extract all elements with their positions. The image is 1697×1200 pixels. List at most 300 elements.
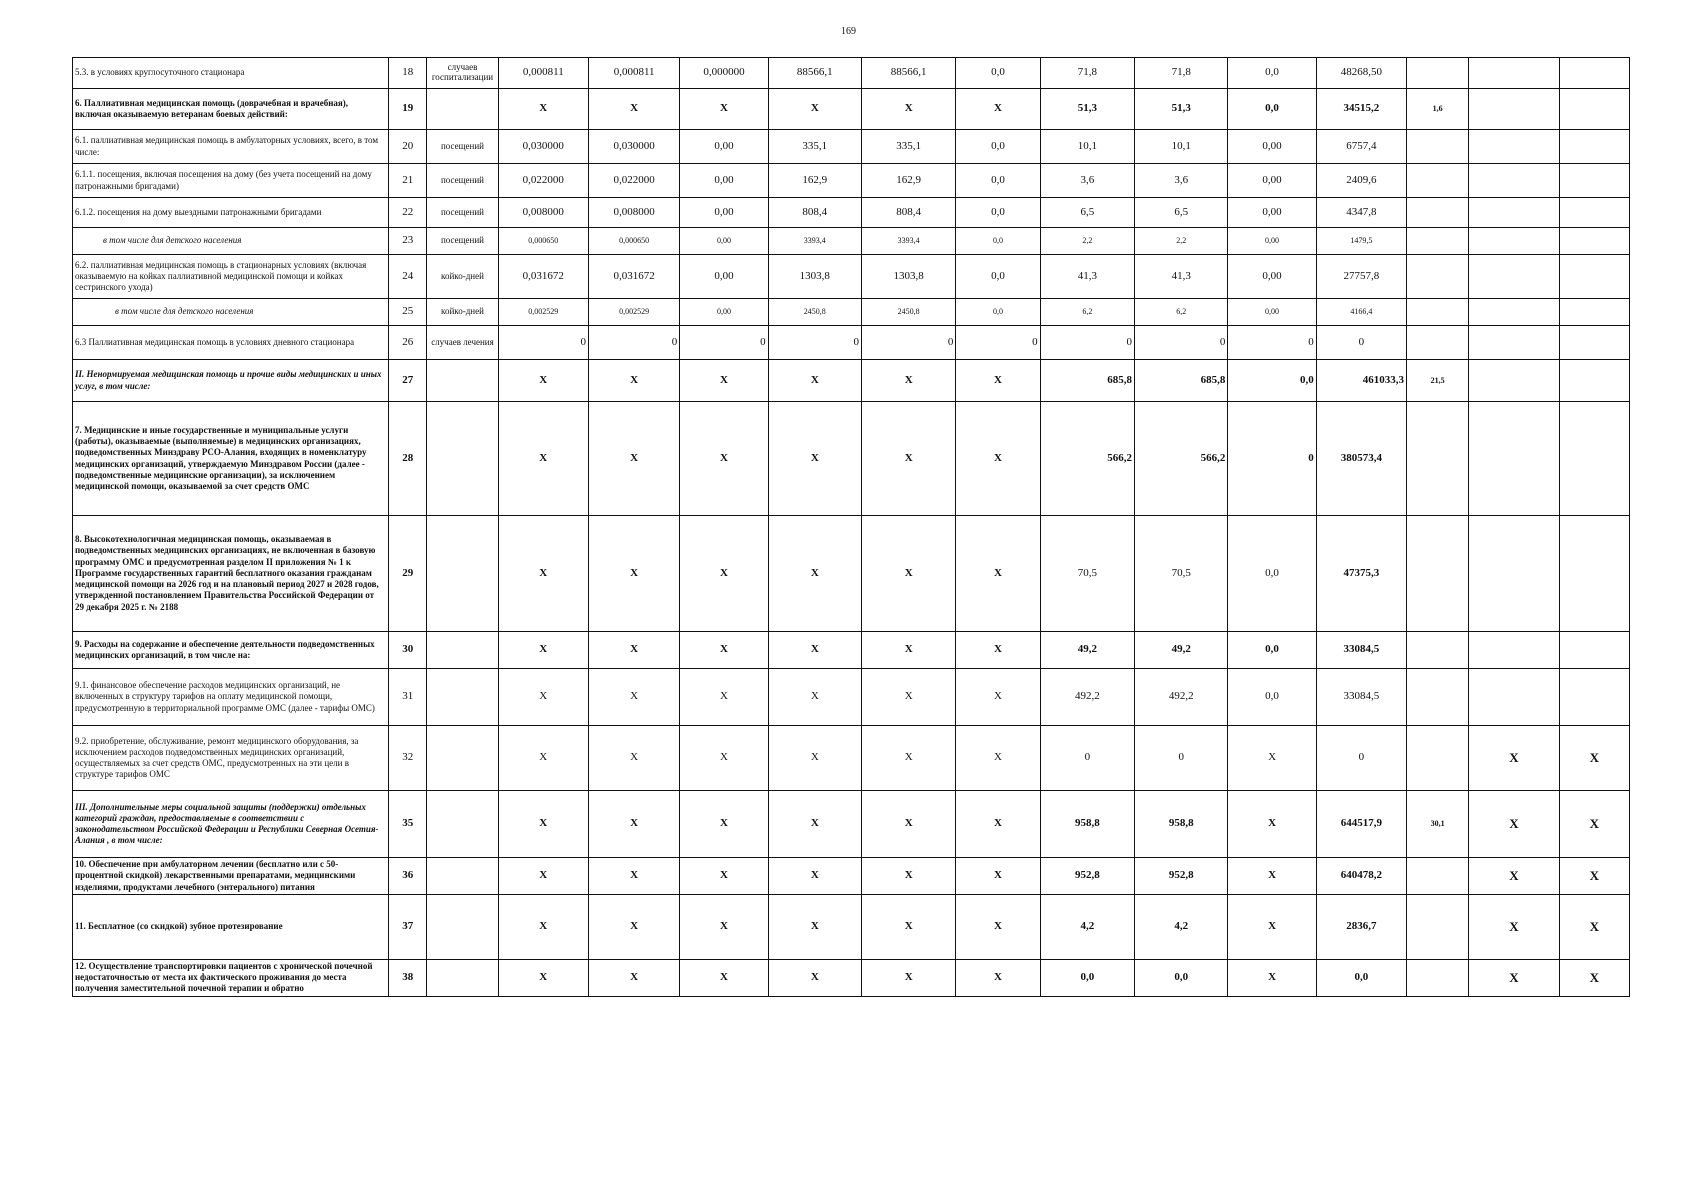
row-code: 24 — [389, 255, 427, 299]
table-cell — [1407, 959, 1469, 996]
row-unit — [427, 726, 498, 791]
table-cell: 0,0 — [956, 58, 1040, 89]
row-code: 30 — [389, 632, 427, 669]
table-cell: 958,8 — [1135, 791, 1228, 858]
row-unit — [427, 894, 498, 959]
table-cell — [1559, 255, 1629, 299]
table-cell: 952,8 — [1040, 858, 1134, 895]
table-cell — [1559, 360, 1629, 402]
table-row — [73, 164, 1630, 198]
row-unit: посещений — [427, 164, 498, 198]
row-code: 36 — [389, 858, 427, 895]
table-cell — [1407, 164, 1469, 198]
table-cell: 566,2 — [1040, 402, 1134, 516]
table-row — [73, 959, 1630, 996]
row-unit: посещений — [427, 130, 498, 164]
table-cell: X — [588, 959, 679, 996]
row-name: 9.1. финансовое обеспечение расходов медицинских организаций, не включенных в структуру тарифов на оплату медицинской помощи, предусмотренную в территориальной программе ОМС (далее - тарифы ОМС) — [73, 669, 389, 726]
table-cell: 6757,4 — [1316, 130, 1406, 164]
table-cell: 0,00 — [680, 228, 768, 255]
row-name: 9. Расходы на содержание и обеспечение деятельности подведомственных медицинских организаций, в том числе на: — [73, 632, 389, 669]
table-cell: 0 — [956, 326, 1040, 360]
table-row — [73, 58, 1630, 89]
table-cell: 51,3 — [1135, 89, 1228, 130]
table-cell: 41,3 — [1040, 255, 1134, 299]
table-cell: 3,6 — [1040, 164, 1134, 198]
table-cell — [1469, 255, 1559, 299]
table-cell: 0,0 — [956, 164, 1040, 198]
table-cell: X — [680, 89, 768, 130]
table-cell: X — [588, 669, 679, 726]
table-cell: 0,00 — [1228, 255, 1316, 299]
table-row — [73, 726, 1630, 791]
table-row — [73, 858, 1630, 895]
table-cell — [1559, 299, 1629, 326]
table-row — [73, 791, 1630, 858]
row-name: 6.1.2. посещения на дому выездными патронажными бригадами — [73, 198, 389, 228]
table-cell: X — [861, 669, 955, 726]
table-cell: 2,2 — [1135, 228, 1228, 255]
table-cell: 33084,5 — [1316, 669, 1406, 726]
table-cell — [1559, 228, 1629, 255]
table-cell — [1559, 516, 1629, 632]
table-cell — [1469, 360, 1559, 402]
table-cell: X — [956, 791, 1040, 858]
row-code: 38 — [389, 959, 427, 996]
table-cell: X — [861, 959, 955, 996]
table-cell: X — [680, 726, 768, 791]
table-cell — [1469, 198, 1559, 228]
table-cell: 4,2 — [1135, 894, 1228, 959]
table-cell: 10,1 — [1135, 130, 1228, 164]
table-cell: 0,0 — [1040, 959, 1134, 996]
row-unit — [427, 632, 498, 669]
table-cell: X — [861, 894, 955, 959]
table-cell: 0,0 — [956, 130, 1040, 164]
table-cell — [1559, 669, 1629, 726]
row-unit: посещений — [427, 228, 498, 255]
table-cell: 0,00 — [1228, 198, 1316, 228]
table-cell: 0,0 — [1228, 669, 1316, 726]
table-cell: X — [768, 516, 861, 632]
table-cell: 2836,7 — [1316, 894, 1406, 959]
table-cell: X — [861, 791, 955, 858]
table-row — [73, 360, 1630, 402]
table-row — [73, 516, 1630, 632]
table-cell — [1407, 58, 1469, 89]
table-cell: X — [768, 726, 861, 791]
table-cell: X — [1469, 726, 1559, 791]
page-number: 169 — [841, 26, 856, 37]
table-cell: 1,6 — [1407, 89, 1469, 130]
table-cell: X — [768, 89, 861, 130]
table-cell: 0,0 — [956, 299, 1040, 326]
table-cell: 0,0 — [956, 198, 1040, 228]
table-cell: X — [956, 858, 1040, 895]
table-cell — [1469, 89, 1559, 130]
table-cell: X — [768, 894, 861, 959]
table-cell: 0,0 — [1228, 89, 1316, 130]
row-name: 10. Обеспечение при амбулаторном лечении (бесплатно или с 50-процентной скидкой) лекарственными препаратами, медицинскими изделиями, продуктами лечебного (энтерального) питания — [73, 858, 389, 895]
table-cell: 6,2 — [1040, 299, 1134, 326]
row-name: 8. Высокотехнологичная медицинская помощь, оказываемая в подведомственных медицинских организациях, не включенная в базовую программу ОМС и предусмотренная разделом II приложения № 1 к Программе государственных гарантий бесплатного оказания гражданам медицинской помощи на 2026 год и на плановый период 2027 и 2028 годов, утвержденной постановлением Правительства Российской Федерации от 29 декабря 2025 г. № 2188 — [73, 516, 389, 632]
table-cell: X — [680, 791, 768, 858]
table-cell — [1407, 130, 1469, 164]
table-cell: 335,1 — [768, 130, 861, 164]
row-name: 12. Осуществление транспортировки пациентов с хронической почечной недостаточностью от места их фактического проживания до места получения заместительной почечной терапии и обратно — [73, 959, 389, 996]
table-cell: X — [768, 959, 861, 996]
table-cell: 0 — [1040, 326, 1134, 360]
table-cell: X — [588, 858, 679, 895]
table-cell: 0,00 — [1228, 130, 1316, 164]
table-cell: 3,6 — [1135, 164, 1228, 198]
table-cell: 492,2 — [1135, 669, 1228, 726]
table-cell: 0,0 — [1135, 959, 1228, 996]
table-cell: X — [956, 360, 1040, 402]
table-cell: X — [768, 791, 861, 858]
table-cell: 0 — [498, 326, 588, 360]
table-cell: X — [768, 669, 861, 726]
row-unit — [427, 791, 498, 858]
table-cell — [1407, 326, 1469, 360]
table-cell — [1559, 632, 1629, 669]
table-cell — [1469, 669, 1559, 726]
table-cell: 0,0 — [956, 255, 1040, 299]
table-cell: 685,8 — [1135, 360, 1228, 402]
table-cell: 0 — [1135, 326, 1228, 360]
table-cell: X — [498, 360, 588, 402]
table-cell: 0,000811 — [498, 58, 588, 89]
table-cell: 0,0 — [956, 228, 1040, 255]
table-cell: X — [498, 89, 588, 130]
table-cell: 0,008000 — [498, 198, 588, 228]
table-cell: 34515,2 — [1316, 89, 1406, 130]
table-cell — [1559, 130, 1629, 164]
table-cell — [1469, 516, 1559, 632]
table-cell — [1407, 726, 1469, 791]
row-unit — [427, 516, 498, 632]
table-row — [73, 669, 1630, 726]
table-cell: 71,8 — [1040, 58, 1134, 89]
table-cell: 0,000650 — [498, 228, 588, 255]
table-cell: X — [861, 360, 955, 402]
table-row — [73, 299, 1630, 326]
table-cell: 0 — [680, 326, 768, 360]
table-cell: X — [588, 360, 679, 402]
row-code: 35 — [389, 791, 427, 858]
table-cell: X — [956, 726, 1040, 791]
row-code: 25 — [389, 299, 427, 326]
table-cell: X — [498, 858, 588, 895]
table-cell: 0,0 — [1228, 360, 1316, 402]
table-cell: 1303,8 — [861, 255, 955, 299]
row-name: в том числе для детского населения — [73, 228, 389, 255]
row-name: 7. Медицинские и иные государственные и муниципальные услуги (работы), оказываемые (выполняемые) в медицинских организациях, подведомственных Минздраву РСО-Алания, входящих в номенклатуру медицинских организаций, утверждаемую Минздравом России (далее - подведомственные медицинские организации), за исключением медицинской помощи, оказываемой за счет средств ОМС — [73, 402, 389, 516]
table-cell: 644517,9 — [1316, 791, 1406, 858]
table-row — [73, 255, 1630, 299]
table-cell: X — [588, 791, 679, 858]
row-code: 27 — [389, 360, 427, 402]
row-name: 6.2. паллиативная медицинская помощь в стационарных условиях (включая оказываемую на койках паллиативной медицинской помощи и койках сестринского ухода) — [73, 255, 389, 299]
table-cell: 566,2 — [1135, 402, 1228, 516]
row-unit: посещений — [427, 198, 498, 228]
row-unit — [427, 669, 498, 726]
table-cell: 2450,8 — [861, 299, 955, 326]
table-cell: 0 — [1316, 726, 1406, 791]
table-cell: 21,5 — [1407, 360, 1469, 402]
table-cell: 30,1 — [1407, 791, 1469, 858]
table-cell: 0,030000 — [498, 130, 588, 164]
table-cell: 808,4 — [768, 198, 861, 228]
table-cell: 0,00 — [680, 130, 768, 164]
row-name: в том числе для детского населения — [73, 299, 389, 326]
table-cell: X — [861, 89, 955, 130]
table-cell: X — [1469, 959, 1559, 996]
table-cell: X — [956, 959, 1040, 996]
table-cell: X — [956, 894, 1040, 959]
row-name: 11. Бесплатное (со скидкой) зубное протезирование — [73, 894, 389, 959]
table-cell: X — [861, 632, 955, 669]
table-cell: 2409,6 — [1316, 164, 1406, 198]
table-cell — [1407, 255, 1469, 299]
table-cell: 1479,5 — [1316, 228, 1406, 255]
table-cell: X — [861, 726, 955, 791]
table-cell: 0,00 — [680, 255, 768, 299]
table-cell: 4,2 — [1040, 894, 1134, 959]
table-cell — [1407, 198, 1469, 228]
table-cell: 0,0 — [1228, 58, 1316, 89]
row-name: II. Ненормируемая медицинская помощь и прочие виды медицинских и иных услуг, в том числе: — [73, 360, 389, 402]
table-cell — [1559, 58, 1629, 89]
table-cell: 0,000000 — [680, 58, 768, 89]
row-unit — [427, 959, 498, 996]
table-cell — [1407, 228, 1469, 255]
table-row — [73, 632, 1630, 669]
table-cell: 0,0 — [1316, 959, 1406, 996]
table-cell: X — [498, 516, 588, 632]
table-cell: 958,8 — [1040, 791, 1134, 858]
row-unit: койко-дней — [427, 299, 498, 326]
table-cell: X — [498, 726, 588, 791]
table-row — [73, 130, 1630, 164]
table-cell: 380573,4 — [1316, 402, 1406, 516]
table-cell: 685,8 — [1040, 360, 1134, 402]
table-cell: X — [861, 858, 955, 895]
row-unit — [427, 360, 498, 402]
table-cell: X — [680, 669, 768, 726]
table-cell: 461033,3 — [1316, 360, 1406, 402]
table-cell — [1469, 632, 1559, 669]
table-cell: 6,2 — [1135, 299, 1228, 326]
table-cell: X — [588, 516, 679, 632]
row-code: 22 — [389, 198, 427, 228]
table-cell: X — [1469, 791, 1559, 858]
table-cell: 88566,1 — [768, 58, 861, 89]
table-cell — [1407, 858, 1469, 895]
table-cell: 10,1 — [1040, 130, 1134, 164]
table-cell — [1407, 299, 1469, 326]
table-cell: 41,3 — [1135, 255, 1228, 299]
row-code: 26 — [389, 326, 427, 360]
table-cell — [1469, 58, 1559, 89]
row-code: 18 — [389, 58, 427, 89]
table-cell — [1559, 326, 1629, 360]
table-cell: X — [588, 402, 679, 516]
table-cell: X — [768, 632, 861, 669]
table-cell: X — [680, 632, 768, 669]
table-cell — [1407, 402, 1469, 516]
table-cell — [1469, 228, 1559, 255]
table-cell — [1469, 402, 1559, 516]
row-unit — [427, 89, 498, 130]
row-name: 5.3. в условиях круглосуточного стационара — [73, 58, 389, 89]
table-cell: 3393,4 — [768, 228, 861, 255]
table-cell: X — [588, 632, 679, 669]
table-cell: 0,00 — [1228, 228, 1316, 255]
row-code: 19 — [389, 89, 427, 130]
table-row — [73, 89, 1630, 130]
table-cell — [1407, 669, 1469, 726]
table-cell: X — [1228, 894, 1316, 959]
table-cell: 0 — [1316, 326, 1406, 360]
row-name: 6. Паллиативная медицинская помощь (доврачебная и врачебная), включая оказываемую ветеранам боевых действий: — [73, 89, 389, 130]
table-cell: 0 — [1040, 726, 1134, 791]
table-cell: 335,1 — [861, 130, 955, 164]
row-code: 29 — [389, 516, 427, 632]
table-cell: 0,000650 — [588, 228, 679, 255]
table-cell: 0,022000 — [588, 164, 679, 198]
table-cell: X — [1559, 959, 1629, 996]
table-cell: X — [498, 632, 588, 669]
table-cell: X — [1469, 858, 1559, 895]
table-cell: 1303,8 — [768, 255, 861, 299]
table-cell: 0,002529 — [498, 299, 588, 326]
row-code: 21 — [389, 164, 427, 198]
table-cell: 808,4 — [861, 198, 955, 228]
table-cell: X — [956, 669, 1040, 726]
table-cell: X — [588, 726, 679, 791]
table-cell: X — [768, 360, 861, 402]
table-cell: X — [956, 402, 1040, 516]
table-cell: X — [956, 632, 1040, 669]
table-cell: X — [1559, 791, 1629, 858]
table-cell — [1407, 632, 1469, 669]
row-code: 20 — [389, 130, 427, 164]
table-row — [73, 326, 1630, 360]
table-cell: 48268,50 — [1316, 58, 1406, 89]
table-cell: 0,008000 — [588, 198, 679, 228]
table-row — [73, 894, 1630, 959]
table-cell — [1559, 198, 1629, 228]
table-cell: 70,5 — [1040, 516, 1134, 632]
table-cell: X — [680, 894, 768, 959]
row-name: 6.1.1. посещения, включая посещения на дому (без учета посещений на дому патронажными бригадами) — [73, 164, 389, 198]
table-cell: 49,2 — [1040, 632, 1134, 669]
table-cell: 0,00 — [680, 198, 768, 228]
table-cell — [1559, 164, 1629, 198]
row-name: 6.1. паллиативная медицинская помощь в амбулаторных условиях, всего, в том числе: — [73, 130, 389, 164]
table-cell: X — [1228, 791, 1316, 858]
table-cell: 0,0 — [1228, 632, 1316, 669]
program-table — [72, 57, 1630, 997]
row-code: 32 — [389, 726, 427, 791]
table-cell: 0,00 — [680, 299, 768, 326]
table-cell: 0,00 — [680, 164, 768, 198]
row-unit — [427, 402, 498, 516]
table-cell: 47375,3 — [1316, 516, 1406, 632]
row-code: 31 — [389, 669, 427, 726]
table-cell: X — [680, 858, 768, 895]
table-cell: 49,2 — [1135, 632, 1228, 669]
table-cell: X — [956, 516, 1040, 632]
row-unit: случаев госпитализации — [427, 58, 498, 89]
table-cell: 0,0 — [1228, 516, 1316, 632]
table-cell: 0 — [861, 326, 955, 360]
table-cell: X — [861, 516, 955, 632]
table-cell: 70,5 — [1135, 516, 1228, 632]
table-cell: 0,00 — [1228, 164, 1316, 198]
table-cell — [1407, 516, 1469, 632]
table-cell: X — [498, 791, 588, 858]
table-cell: X — [588, 89, 679, 130]
row-name: III. Дополнительные меры социальной защиты (поддержки) отдельных категорий граждан, предоставляемые в соответствии с законодательством Российской Федерации и Республики Северная Осетия-Алания , в том числе: — [73, 791, 389, 858]
table-cell: 2450,8 — [768, 299, 861, 326]
table-cell: X — [498, 669, 588, 726]
table-cell: X — [680, 516, 768, 632]
table-cell: 0,022000 — [498, 164, 588, 198]
table-row — [73, 228, 1630, 255]
table-cell: X — [956, 89, 1040, 130]
table-cell: 162,9 — [768, 164, 861, 198]
row-name: 9.2. приобретение, обслуживание, ремонт медицинского оборудования, за исключением расходов подведомственных медицинских организаций, осуществляемых за счет средств ОМС, предусмотренных на эти цели в структуре тарифов ОМС — [73, 726, 389, 791]
table-cell: X — [680, 959, 768, 996]
table-cell: 952,8 — [1135, 858, 1228, 895]
row-code: 28 — [389, 402, 427, 516]
table-cell: 0,002529 — [588, 299, 679, 326]
table-cell: X — [1559, 858, 1629, 895]
table-cell: X — [1469, 894, 1559, 959]
table-cell: 27757,8 — [1316, 255, 1406, 299]
table-cell — [1407, 894, 1469, 959]
table-cell: 0 — [588, 326, 679, 360]
table-cell: 33084,5 — [1316, 632, 1406, 669]
table-cell — [1469, 130, 1559, 164]
table-cell: 0,030000 — [588, 130, 679, 164]
table-cell: 4347,8 — [1316, 198, 1406, 228]
table-cell — [1469, 299, 1559, 326]
table-cell: 51,3 — [1040, 89, 1134, 130]
table-cell: X — [498, 959, 588, 996]
row-name: 6.3 Паллиативная медицинская помощь в условиях дневного стационара — [73, 326, 389, 360]
table-cell: 0,031672 — [588, 255, 679, 299]
table-cell: 0 — [1228, 326, 1316, 360]
table-cell: X — [1559, 726, 1629, 791]
table-cell: X — [768, 402, 861, 516]
table-cell: X — [1228, 858, 1316, 895]
table-cell: X — [1228, 726, 1316, 791]
table-cell — [1559, 402, 1629, 516]
table-cell: 0 — [1228, 402, 1316, 516]
table-cell: 0,000811 — [588, 58, 679, 89]
table-cell: 6,5 — [1135, 198, 1228, 228]
table-cell: 0,031672 — [498, 255, 588, 299]
table-cell: X — [1559, 894, 1629, 959]
row-code: 37 — [389, 894, 427, 959]
table-cell: 0,00 — [1228, 299, 1316, 326]
table-cell: 0 — [1135, 726, 1228, 791]
table-cell: X — [680, 402, 768, 516]
table-cell: 4166,4 — [1316, 299, 1406, 326]
